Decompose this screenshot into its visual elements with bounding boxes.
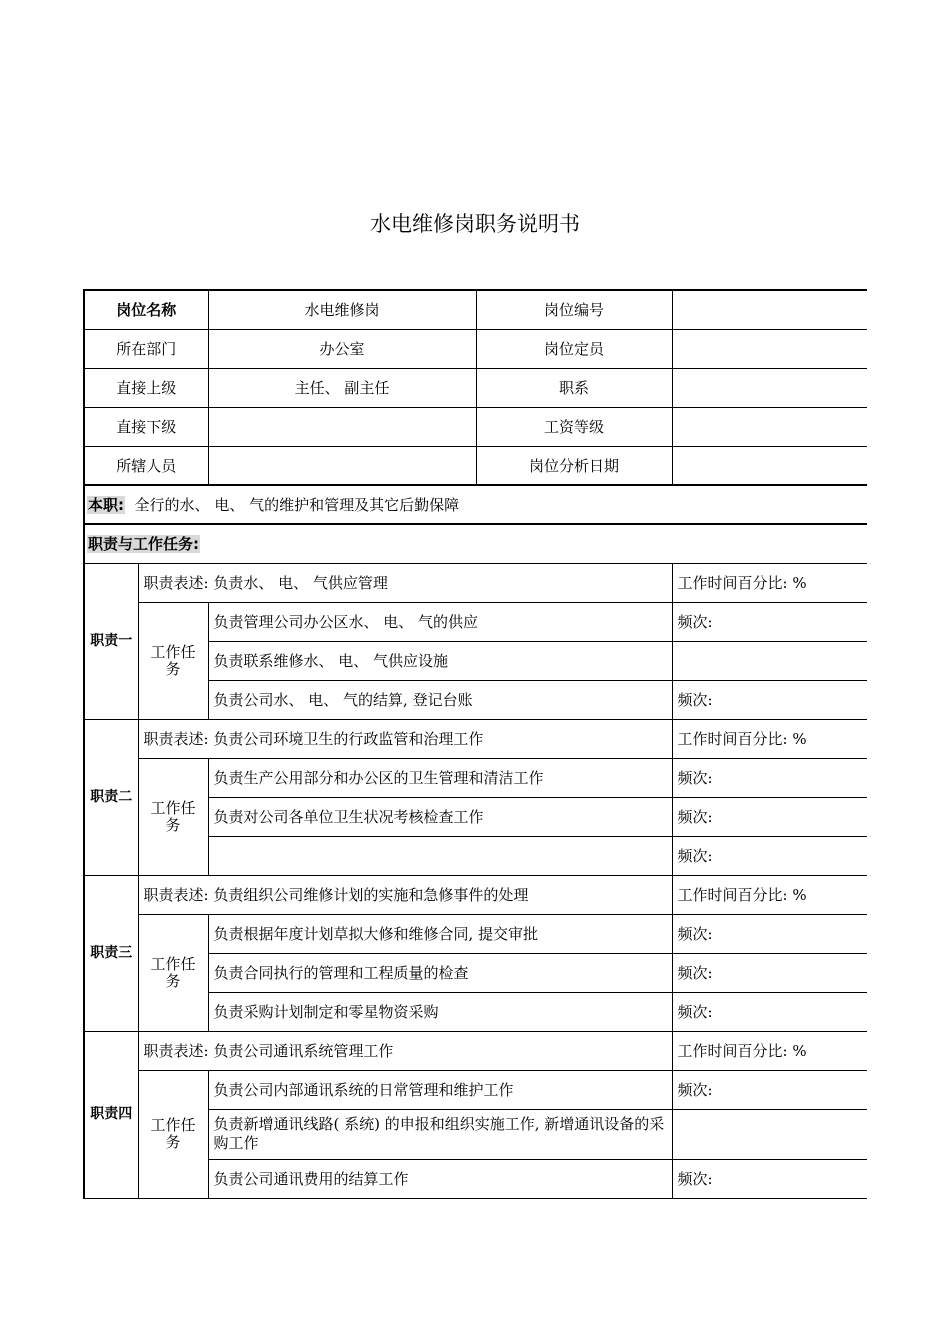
task-row (84, 914, 867, 953)
task-frequency: 频次: (672, 953, 867, 992)
task-frequency: 频次: (672, 758, 867, 797)
task-text (208, 836, 672, 875)
task-text: 负责管理公司办公区水、 电、 气的供应 (208, 602, 672, 641)
summary-label: 本职: (88, 496, 124, 514)
duty-name: 职责三 (84, 875, 138, 1031)
duty-desc-row (84, 1031, 867, 1070)
task-text: 负责对公司各单位卫生状况考核检查工作 (208, 797, 672, 836)
task-text: 负责公司内部通讯系统的日常管理和维护工作 (208, 1070, 672, 1109)
task-row (84, 1070, 867, 1109)
duty-description: 职责表述: 负责公司通讯系统管理工作 (138, 1031, 672, 1070)
task-row (84, 602, 867, 641)
label-headcount: 岗位定员 (476, 329, 672, 368)
duty-name: 职责二 (84, 719, 138, 875)
duty-description: 职责表述: 负责组织公司维修计划的实施和急修事件的处理 (138, 875, 672, 914)
task-text: 负责联系维修水、 电、 气供应设施 (208, 641, 672, 680)
task-frequency: 频次: (672, 992, 867, 1031)
task-text: 负责合同执行的管理和工程质量的检查 (208, 953, 672, 992)
value-subordinate (208, 407, 476, 446)
label-staff: 所辖人员 (84, 446, 208, 485)
duty-time-percent: 工作时间百分比: % (672, 563, 867, 602)
task-frequency: 频次: (672, 680, 867, 719)
summary-row (84, 485, 867, 524)
duty-time-percent: 工作时间百分比: % (672, 719, 867, 758)
job-description-sheet (83, 289, 867, 1209)
duty-desc-row (84, 563, 867, 602)
label-job-family: 职系 (476, 368, 672, 407)
duty-description: 职责表述: 负责公司环境卫生的行政监管和治理工作 (138, 719, 672, 758)
task-text: 负责公司通讯费用的结算工作 (208, 1159, 672, 1198)
job-description-table (83, 289, 867, 1199)
task-label: 工作任务 (138, 914, 208, 1031)
label-position-name: 岗位名称 (84, 290, 208, 329)
duties-heading-row (84, 524, 867, 563)
info-row-supervisor (84, 368, 867, 407)
task-text: 负责生产公用部分和办公区的卫生管理和清洁工作 (208, 758, 672, 797)
value-job-family (672, 368, 867, 407)
info-row-position (84, 290, 867, 329)
info-row-department (84, 329, 867, 368)
duty-desc-row (84, 875, 867, 914)
task-frequency: 频次: (672, 797, 867, 836)
duty-description: 职责表述: 负责水、 电、 气供应管理 (138, 563, 672, 602)
value-salary-grade (672, 407, 867, 446)
value-position-code (672, 290, 867, 329)
summary-text: 全行的水、 电、 气的维护和管理及其它后勤保障 (134, 496, 460, 514)
value-headcount (672, 329, 867, 368)
label-department: 所在部门 (84, 329, 208, 368)
task-frequency: 频次: (672, 1070, 867, 1109)
label-analysis-date: 岗位分析日期 (476, 446, 672, 485)
value-department: 办公室 (208, 329, 476, 368)
label-salary-grade: 工资等级 (476, 407, 672, 446)
value-position-name: 水电维修岗 (208, 290, 476, 329)
label-supervisor: 直接上级 (84, 368, 208, 407)
value-analysis-date (672, 446, 867, 485)
task-frequency: 频次: (672, 602, 867, 641)
task-frequency: 频次: (672, 836, 867, 875)
label-subordinate: 直接下级 (84, 407, 208, 446)
duties-heading-cell (84, 524, 867, 563)
task-text: 负责采购计划制定和零星物资采购 (208, 992, 672, 1031)
duties-heading: 职责与工作任务: (88, 535, 199, 554)
summary-cell (84, 485, 867, 524)
task-frequency: 频次: (672, 1159, 867, 1198)
duty-name: 职责一 (84, 563, 138, 719)
task-label: 工作任务 (138, 602, 208, 719)
task-frequency (672, 1109, 867, 1159)
duty-desc-row (84, 719, 867, 758)
task-row (84, 758, 867, 797)
task-label: 工作任务 (138, 1070, 208, 1198)
task-frequency: 频次: (672, 914, 867, 953)
task-text: 负责公司水、 电、 气的结算, 登记台账 (208, 680, 672, 719)
task-label: 工作任务 (138, 758, 208, 875)
task-text: 负责新增通讯线路( 系统) 的申报和组织实施工作, 新增通讯设备的采购工作 (208, 1109, 672, 1159)
value-supervisor: 主任、 副主任 (208, 368, 476, 407)
task-text: 负责根据年度计划草拟大修和维修合同, 提交审批 (208, 914, 672, 953)
info-row-staff (84, 446, 867, 485)
duty-time-percent: 工作时间百分比: % (672, 1031, 867, 1070)
value-staff (208, 446, 476, 485)
duty-name: 职责四 (84, 1031, 138, 1198)
label-position-code: 岗位编号 (476, 290, 672, 329)
page-title: 水电维修岗职务说明书 (370, 212, 580, 236)
task-frequency (672, 641, 867, 680)
duty-time-percent: 工作时间百分比: % (672, 875, 867, 914)
info-row-subordinate (84, 407, 867, 446)
